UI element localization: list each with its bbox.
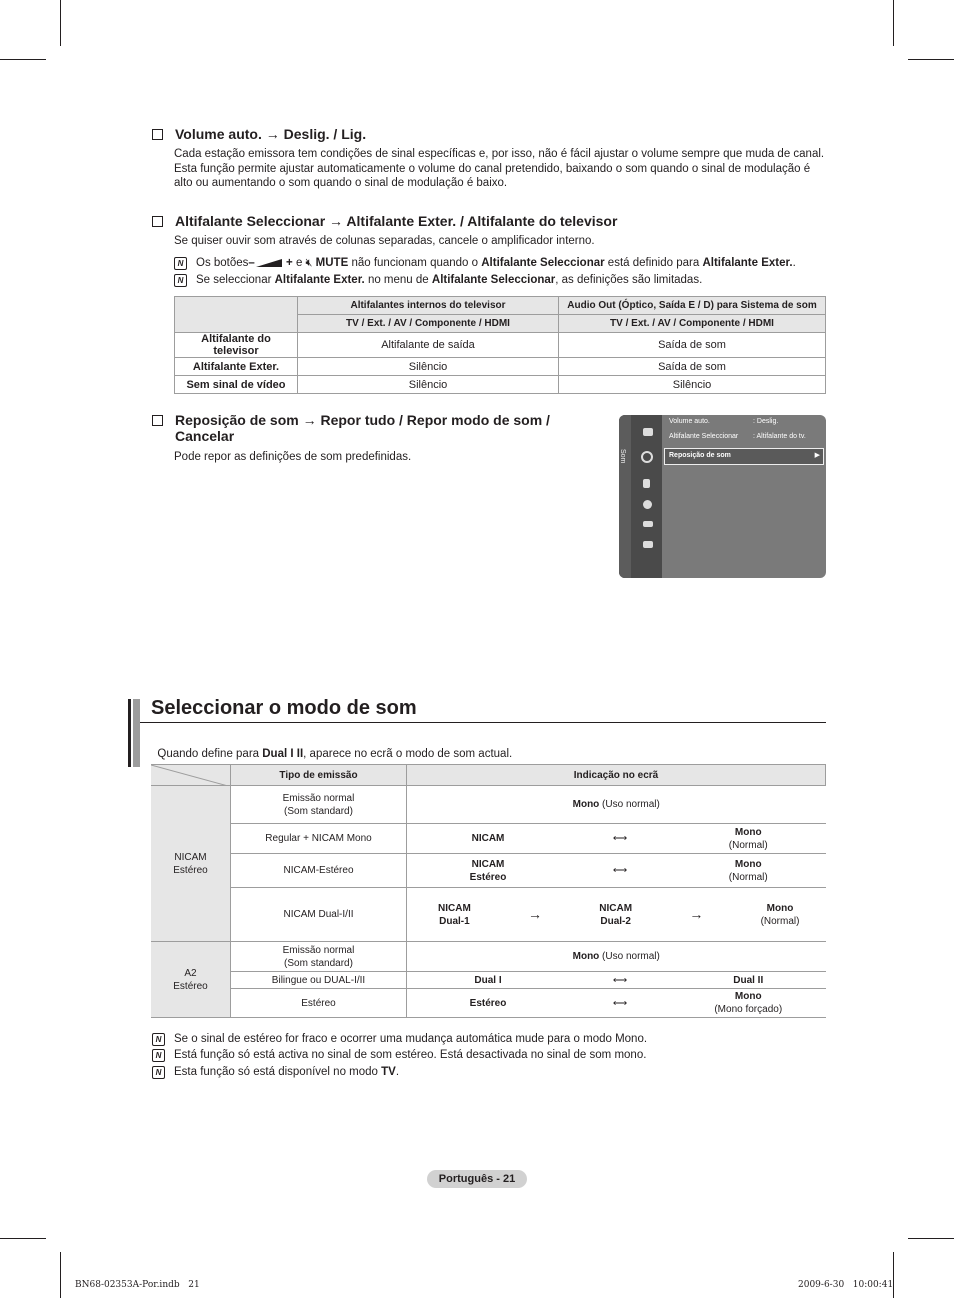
modo-intro: Quando define para Dual I II, aparece no ecrã o modo de som actual. — [157, 747, 513, 760]
sound-mode-table — [151, 764, 826, 1018]
note-icon: N — [174, 274, 187, 287]
mute-speaker-icon: 🔇︎ — [305, 257, 313, 269]
crop-mark — [60, 1252, 61, 1298]
osd-row-volume-auto[interactable]: Volume auto. : Deslig. — [669, 418, 779, 425]
table-row: Bilingue ou DUAL-I/II Dual I ⟷ Dual II — [151, 972, 826, 989]
crop-mark — [893, 0, 894, 46]
page-number-badge: Português - 21 — [427, 1170, 527, 1188]
osd-arrow-right-icon: ▶ — [814, 452, 820, 459]
table-row: TV / Ext. / AV / Componente / HDMI TV / Ext. / AV / Componente / HDMI — [175, 315, 826, 333]
picture-icon — [643, 428, 653, 436]
double-arrow-icon: ⟷ — [569, 854, 671, 888]
crop-mark — [908, 59, 954, 60]
table-row: NICAM-Estéreo NICAM Estéreo ⟷ Mono (Normal) — [151, 854, 826, 888]
section-reposicao-body: Pode repor as definições de som predefinidas. — [174, 451, 412, 463]
table-row: Altifalante Exter. Silêncio Saída de som — [175, 358, 826, 376]
input-icon — [643, 521, 653, 527]
note-icon: N — [152, 1033, 165, 1046]
table-row: Sem sinal de vídeo Silêncio Silêncio — [175, 376, 826, 394]
table-row: Regular + NICAM Mono NICAM ⟷ Mono (Normal) — [151, 824, 826, 854]
table-row: NICAM Estéreo Emissão normal (Som standard) Mono (Uso normal) — [151, 786, 826, 824]
note-exter: N Se seleccionar Altifalante Exter. no menu de Altifalante Seleccionar , as definições são limitadas. — [174, 273, 702, 287]
crop-mark — [0, 59, 46, 60]
double-arrow-icon: ⟷ — [569, 824, 671, 854]
section-reposicao-title: Reposição de som → Repor tudo / Repor modo de som / Cancelar — [152, 412, 572, 444]
section-altifalante-title: Altifalante Seleccionar → Altifalante Exter. / Altifalante do televisor — [152, 213, 617, 229]
dual-sequence: NICAM Dual-1 → NICAM Dual-2 → Mono (Normal) — [438, 902, 800, 927]
heading-underline — [140, 722, 826, 723]
crop-mark — [0, 1238, 46, 1239]
note-icon: N — [152, 1049, 165, 1062]
double-arrow-icon: ⟷ — [569, 989, 671, 1018]
osd-row-reposicao-selected[interactable]: Reposição de som ▶ — [664, 448, 824, 465]
setup-gear-icon — [643, 500, 652, 509]
footer-date: 2009-6-30 10:00:41 — [798, 1280, 894, 1290]
section-altifalante-body: Se quiser ouvir som através de colunas separadas, cancele o amplificador interno. — [174, 235, 595, 247]
table-row: NICAM Dual-I/II NICAM Dual-1 → NICAM Dual-2 → Mono (Normal) — [151, 888, 826, 942]
arrow-right-icon: → — [689, 906, 704, 922]
table-row: Altifalantes internos do televisor Audio Out (Óptico, Saída E / D) para Sistema de som — [175, 297, 826, 315]
osd-menu — [619, 415, 826, 578]
note-mono: N Se o sinal de estéreo for fraco e ocorrer uma mudança automática mude para o modo Mono. — [152, 1032, 647, 1046]
heading-bar-decoration — [128, 699, 131, 767]
osd-side-strip — [619, 415, 631, 578]
checkbox-bullet-icon — [152, 216, 163, 227]
heading-modo-som: Seleccionar o modo de som — [151, 697, 417, 719]
note-stereo: N Está função só está activa no sinal de som estéreo. Está desactivada no sinal de som mono. — [152, 1048, 646, 1062]
checkbox-bullet-icon — [152, 129, 163, 140]
osd-row-altifalante[interactable]: Altifalante Seleccionar : Altifalante do tv. — [669, 433, 806, 440]
double-arrow-icon: ⟷ — [569, 972, 671, 989]
table-row: Tipo de emissão Indicação no ecrã — [151, 765, 826, 786]
speaker-table — [174, 296, 826, 394]
volume-ramp-icon — [256, 259, 282, 267]
checkbox-bullet-icon — [152, 415, 163, 426]
note-buttons: N Os botões – + e 🔇︎ MUTE não funcionam quando o Altifalante Seleccionar está definido para Altifalante Exter. . — [174, 256, 796, 270]
diagonal-header-cell — [151, 765, 231, 786]
channel-icon — [643, 479, 650, 488]
osd-side-label: Som — [619, 449, 626, 464]
table-row: Estéreo Estéreo ⟷ Mono (Mono forçado) — [151, 989, 826, 1018]
section-volume-auto-title: Volume auto. → Deslig. / Lig. — [152, 126, 366, 142]
crop-mark — [908, 1238, 954, 1239]
crop-mark — [60, 0, 61, 46]
support-icon — [643, 541, 653, 548]
diagonal-line — [151, 765, 228, 786]
sound-icon — [641, 451, 653, 463]
arrow-right-icon: → — [528, 906, 543, 922]
section-volume-auto-body: Cada estação emissora tem condições de sinal específicas e, por isso, não é fácil ajustar o volume sempre que muda de canal. Esta função permite ajustar automaticamente o volume do canal pretendido, baixando o som quando o sinal de modulação é alto ou aumentando o som quando o sinal de modulação é baixo. — [174, 148, 825, 189]
crop-mark — [893, 1252, 894, 1298]
heading-bar-decoration — [133, 699, 140, 767]
footer-file: BN68-02353A-Por.indb 21 — [75, 1280, 200, 1290]
note-tv: N Esta função só está disponível no modo TV . — [152, 1065, 399, 1079]
table-row: Altifalante do televisor Altifalante de saída Saída de som — [175, 333, 826, 358]
note-icon: N — [174, 257, 187, 270]
table-row: A2 Estéreo Emissão normal (Som standard) Mono (Uso normal) — [151, 942, 826, 972]
note-icon: N — [152, 1066, 165, 1079]
